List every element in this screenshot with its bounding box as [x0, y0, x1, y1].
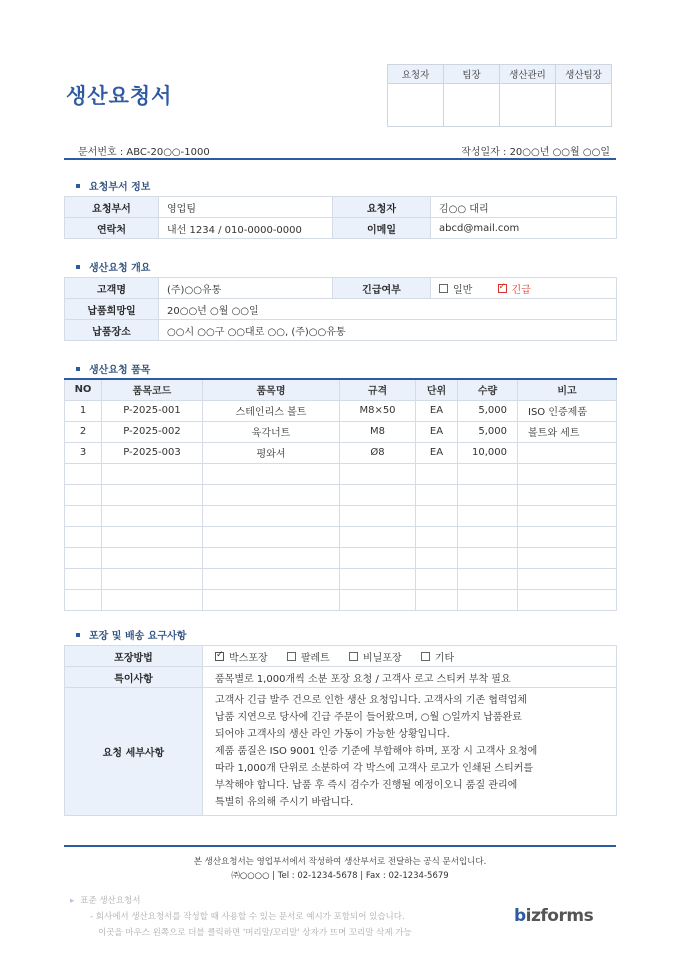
- delivery-date-value[interactable]: 20○○년 ○월 ○○일: [159, 299, 617, 320]
- approval-header-prodmgmt: 생산관리: [500, 65, 556, 84]
- bizforms-logo: bizforms: [514, 906, 594, 926]
- table-row: [65, 421, 617, 442]
- cell-name[interactable]: 평와셔: [203, 442, 340, 463]
- detail-label: 요청 세부사항: [65, 688, 203, 816]
- pack-pallet-checkbox[interactable]: 팔레트: [287, 649, 330, 664]
- doc-date: 작성일자 : 20○○년 ○○월 ○○일: [461, 147, 610, 158]
- cell-note[interactable]: ISO 인증제품: [518, 400, 617, 421]
- cell-qty[interactable]: 5,000: [458, 421, 518, 442]
- special-label: 특이사항: [65, 667, 203, 688]
- cell-name[interactable]: 스테인리스 볼트: [203, 400, 340, 421]
- doc-info-bar: [64, 140, 616, 160]
- cell-code[interactable]: P-2025-003: [102, 442, 203, 463]
- dept-value[interactable]: 영업팀: [159, 197, 333, 218]
- approval-sign-cell[interactable]: [500, 84, 556, 127]
- special-value[interactable]: 품목별로 1,000개씩 소분 포장 요청 / 고객사 로고 스티커 부착 필요: [203, 667, 617, 688]
- document-footer: [64, 845, 616, 883]
- urgency-urgent-checkbox[interactable]: ✓ 긴급: [498, 281, 531, 296]
- triangle-right-icon: ▸: [70, 896, 75, 906]
- bullet-square-icon: [76, 184, 80, 188]
- page-title: 생산요청서: [66, 84, 173, 108]
- table-row: [65, 400, 617, 421]
- col-header-unit: 단위: [416, 379, 458, 400]
- delivery-place-value[interactable]: ○○시 ○○구 ○○대로 ○○, (주)○○유통: [159, 320, 617, 341]
- contact-label: 연락처: [65, 218, 159, 239]
- cell-note[interactable]: 볼트와 세트: [518, 421, 617, 442]
- approval-table: [387, 64, 612, 127]
- pack-vinyl-checkbox[interactable]: 비닐포장: [349, 649, 402, 664]
- pack-other-checkbox[interactable]: 기타: [421, 649, 454, 664]
- cell-spec[interactable]: M8: [340, 421, 416, 442]
- detail-line: 고객사 긴급 발주 건으로 인한 생산 요청입니다. 고객사의 기존 협력업체: [215, 695, 527, 706]
- detail-line: 따라 1,000개 단위로 소분하여 각 박스에 고객사 로고가 인쇄된 스티커를: [215, 763, 534, 774]
- dept-label: 요청부서: [65, 197, 159, 218]
- delivery-date-label: 납품희망일: [65, 299, 159, 320]
- cell-no[interactable]: 1: [65, 400, 102, 421]
- pack-method-options: [203, 646, 617, 667]
- guide-line2: 이곳을 마우스 왼쪽으로 더블 클릭하면 '머리말/꼬리말' 상자가 뜨며 꼬리말 삭제 가능: [98, 928, 412, 938]
- detail-line: 부착해야 합니다. 납품 후 즉시 검수가 진행될 예정이오니 품질 관리에: [215, 780, 518, 791]
- cell-spec[interactable]: M8×50: [340, 400, 416, 421]
- checkbox-checked-icon: [498, 284, 507, 293]
- detail-value[interactable]: [203, 688, 617, 816]
- requester-value[interactable]: 김○○ 대리: [431, 197, 617, 218]
- pack-box-checkbox[interactable]: ✓ 박스포장: [215, 649, 268, 664]
- cell-no[interactable]: 2: [65, 421, 102, 442]
- col-header-code: 품목코드: [102, 379, 203, 400]
- cell-code[interactable]: P-2025-001: [102, 400, 203, 421]
- section-title-overview: 생산요청 개요: [76, 259, 150, 274]
- customer-value[interactable]: (주)○○유통: [159, 278, 333, 299]
- cell-unit[interactable]: EA: [416, 400, 458, 421]
- cell-note[interactable]: [518, 442, 617, 463]
- footer-contact: ㈜○○○○ | Tel : 02-1234-5678 | Fax : 02-1234-5679: [231, 871, 449, 881]
- requester-label: 요청자: [333, 197, 431, 218]
- approval-header-requester: 요청자: [388, 65, 444, 84]
- checkbox-empty-icon: [287, 652, 296, 661]
- checkbox-empty-icon: [349, 652, 358, 661]
- template-guide: [70, 893, 412, 941]
- cell-qty[interactable]: 5,000: [458, 400, 518, 421]
- col-header-name: 품목명: [203, 379, 340, 400]
- detail-line: 제품 품질은 ISO 9001 인증 기준에 부합해야 하며, 포장 시 고객사 요청에: [215, 746, 538, 757]
- col-header-no: NO: [65, 379, 102, 400]
- detail-line: 납품 지연으로 당사에 긴급 주문이 들어왔으며, ○월 ○일까지 납품완료: [215, 712, 522, 723]
- packing-table: [64, 645, 617, 816]
- contact-value[interactable]: 내선 1234 / 010-0000-0000: [159, 218, 333, 239]
- urgency-options: [431, 278, 617, 299]
- overview-table: [64, 277, 617, 341]
- col-header-spec: 규격: [340, 379, 416, 400]
- empty-row: [65, 568, 617, 589]
- bullet-square-icon: [76, 367, 80, 371]
- guide-line1: - 회사에서 생산요청서를 작성할 때 사용할 수 있는 문서로 예시가 포함되어 있습니다.: [90, 912, 405, 922]
- detail-line: 되어야 고객사의 생산 라인 가동이 가능한 상황입니다.: [215, 729, 450, 740]
- urgency-normal-checkbox[interactable]: 일반: [439, 281, 472, 296]
- cell-name[interactable]: 육각너트: [203, 421, 340, 442]
- checkbox-empty-icon: [421, 652, 430, 661]
- cell-unit[interactable]: EA: [416, 442, 458, 463]
- cell-spec[interactable]: Ø8: [340, 442, 416, 463]
- empty-row: [65, 505, 617, 526]
- bullet-square-icon: [76, 633, 80, 637]
- footer-notice: 본 생산요청서는 영업부서에서 작성하여 생산부서로 전달하는 공식 문서입니다.: [193, 857, 487, 867]
- approval-sign-cell[interactable]: [556, 84, 612, 127]
- email-label: 이메일: [333, 218, 431, 239]
- col-header-qty: 수량: [458, 379, 518, 400]
- empty-row: [65, 547, 617, 568]
- guide-title: 표준 생산요청서: [80, 896, 141, 906]
- approval-sign-cell[interactable]: [388, 84, 444, 127]
- items-table: [64, 378, 617, 611]
- section-title-dept: 요청부서 정보: [76, 178, 150, 193]
- cell-unit[interactable]: EA: [416, 421, 458, 442]
- bullet-square-icon: [76, 265, 80, 269]
- approval-header-leader: 팀장: [444, 65, 500, 84]
- table-row: [65, 442, 617, 463]
- cell-qty[interactable]: 10,000: [458, 442, 518, 463]
- approval-sign-cell[interactable]: [444, 84, 500, 127]
- customer-label: 고객명: [65, 278, 159, 299]
- dept-info-table: [64, 196, 617, 239]
- checkbox-empty-icon: [439, 284, 448, 293]
- empty-row: [65, 526, 617, 547]
- urgency-label: 긴급여부: [333, 278, 431, 299]
- approval-header-prodleader: 생산팀장: [556, 65, 612, 84]
- section-title-packing: 포장 및 배송 요구사항: [76, 627, 186, 642]
- checkbox-checked-icon: [215, 652, 224, 661]
- delivery-place-label: 납품장소: [65, 320, 159, 341]
- section-title-items: 생산요청 품목: [76, 361, 150, 376]
- pack-method-label: 포장방법: [65, 646, 203, 667]
- empty-row: [65, 463, 617, 484]
- cell-no[interactable]: 3: [65, 442, 102, 463]
- col-header-note: 비고: [518, 379, 617, 400]
- empty-row: [65, 484, 617, 505]
- detail-line: 특별히 유의해 주시기 바랍니다.: [215, 797, 354, 808]
- email-value[interactable]: abcd@mail.com: [431, 218, 617, 239]
- cell-code[interactable]: P-2025-002: [102, 421, 203, 442]
- empty-row: [65, 589, 617, 610]
- doc-number: 문서번호 : ABC-20○○-1000: [78, 147, 210, 158]
